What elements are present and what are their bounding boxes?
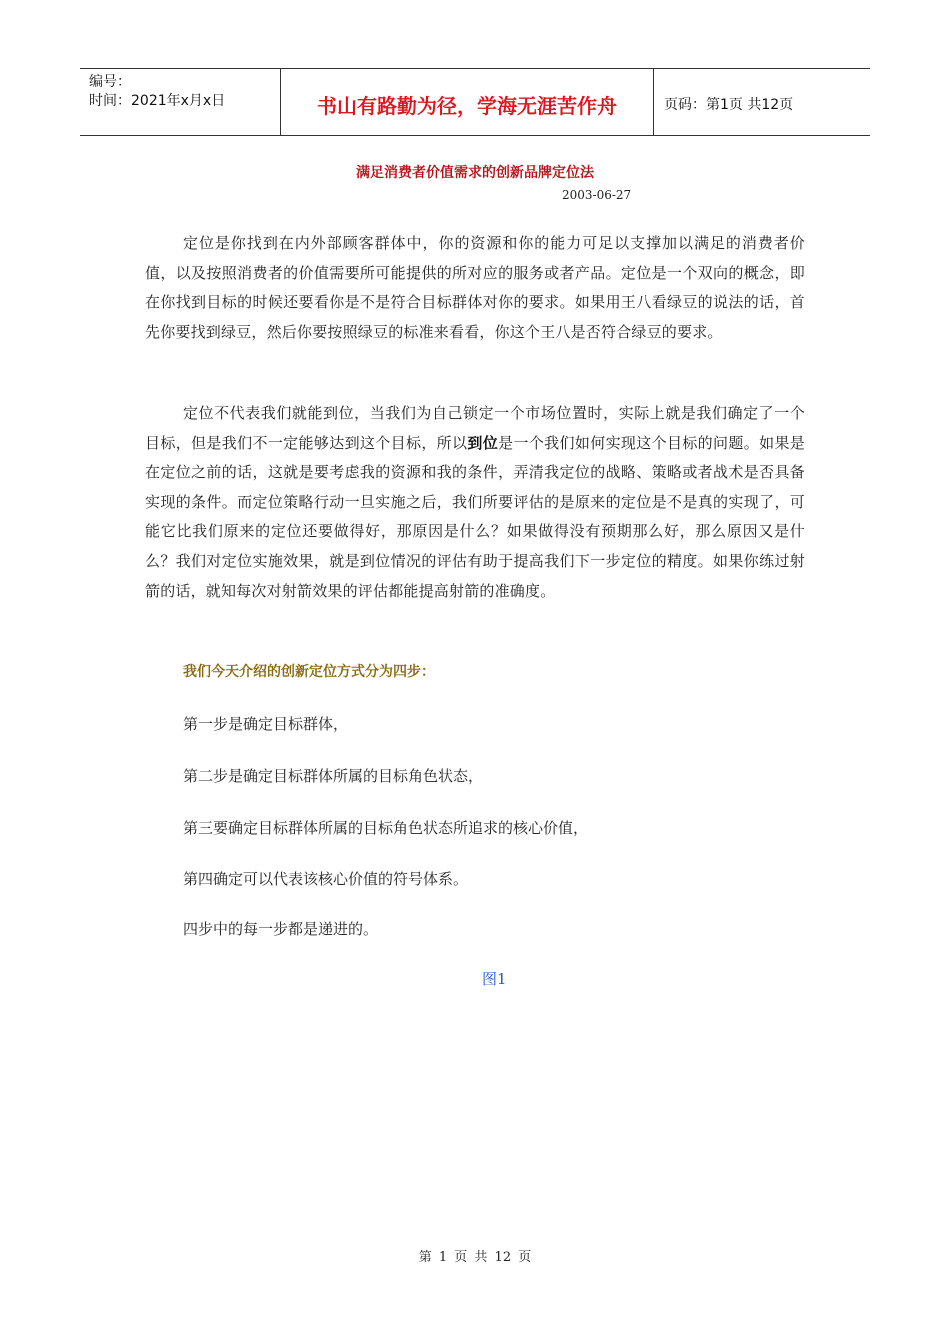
paragraph-1: 定位是你找到在内外部顾客群体中，你的资源和你的能力可足以支撑加以满足的消费者价值，以及按照消费者的价值需要所可能提供的所对应的服务或者产品。定位是一个双向的概念，即在你找到目标的时候还要看你是不是符合目标群体对你的要求。如果用王八看绿豆的说法的话，首先你要找到绿豆，然后你要按照绿豆的标准来看看，你这个王八是否符合绿豆的要求。 bbox=[145, 234, 805, 341]
step-4: 第四确定可以代表该核心价值的符号体系。 bbox=[183, 870, 469, 888]
time-label: 时间：2021年x月x日 bbox=[89, 93, 226, 109]
paragraph-2-part-1: 定位不代表我们就能到位，当我们为自己锁定一个市场位置时，实际上就是我们确定了一个目标，但是我们不一定能够达到这个目标，所以 bbox=[145, 404, 805, 452]
paragraph-2 bbox=[145, 399, 805, 606]
serial-label: 编号： bbox=[89, 74, 131, 90]
figure-link[interactable]: 图1 bbox=[482, 970, 507, 988]
steps-summary: 四步中的每一步都是递进的。 bbox=[183, 920, 379, 938]
article-date: 2003-06-27 bbox=[562, 188, 632, 202]
steps-subheading: 我们今天介绍的创新定位方式分为四步： bbox=[183, 664, 435, 680]
header-meta-cell bbox=[80, 69, 281, 135]
header-table bbox=[80, 68, 870, 136]
header-page-info: 页码：第1页 共12页 bbox=[664, 97, 794, 113]
header-motto: 书山有路勤为径，学海无涯苦作舟 bbox=[281, 69, 654, 135]
step-1: 第一步是确定目标群体， bbox=[183, 715, 349, 733]
step-2: 第二步是确定目标群体所属的目标角色状态， bbox=[183, 767, 484, 785]
page-footer: 第 1 页 共 12 页 bbox=[418, 1250, 532, 1265]
step-3: 第三要确定目标群体所属的目标角色状态所追求的核心价值， bbox=[183, 819, 589, 837]
paragraph-2-emphasis: 到位 bbox=[467, 433, 499, 452]
article-title: 满足消费者价值需求的创新品牌定位法 bbox=[356, 165, 594, 181]
paragraph-2-part-2: 是一个我们如何实现这个目标的问题。如果是在定位之前的话，这就是要考虑我的资源和我的条件，弄清我定位的战略、策略或者战术是否具备实现的条件。而定位策略行动一旦实施之后，我们所要评估的是原来的定位是不是真的实现了，可能它比我们原来的定位还要做得好，那原因是什么？如果做得没有预期那么好，那么原因又是什么？我们对定位实施效果，就是到位情况的评估有助于提高我们下一步定位的精度。如果你练过射箭的话，就知每次对射箭效果的评估都能提高射箭的准确度。 bbox=[145, 433, 805, 600]
